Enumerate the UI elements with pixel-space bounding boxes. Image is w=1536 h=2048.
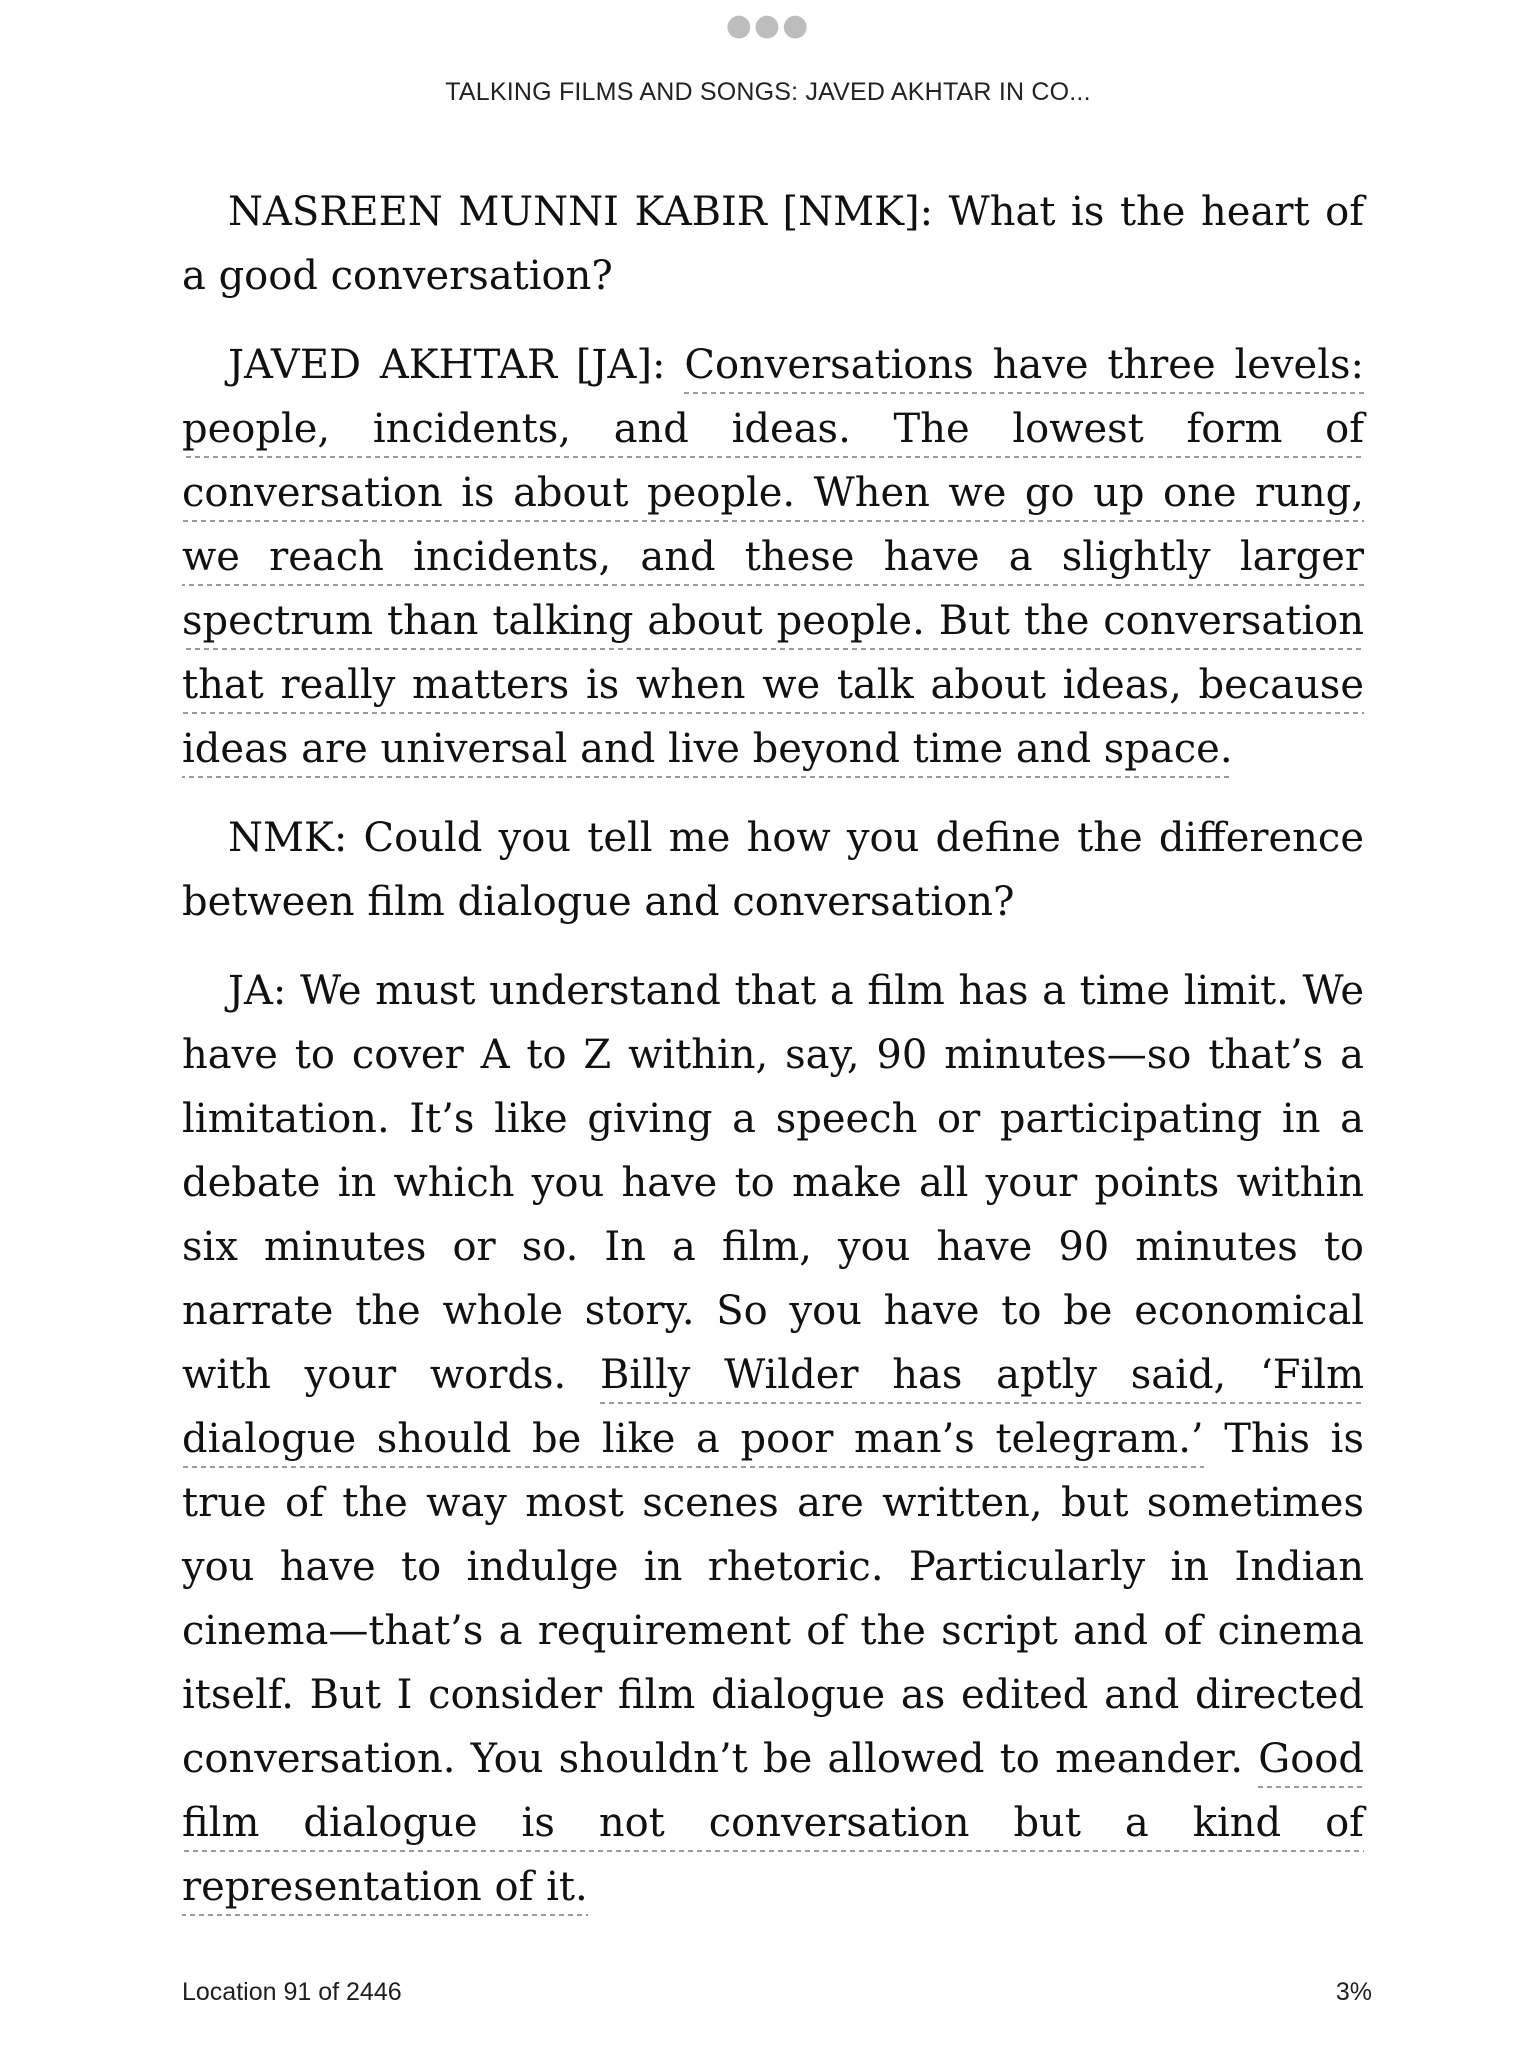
highlight-passage[interactable]: Conversations have three levels: people, incidents, and ideas. The lowest form of conversation is about people. When we go up one rung, we reach incidents, and these have a slightly larger spectrum than talking about people. But the conversation that really matters is when we talk about ideas, because ideas are universal and live beyond time and space. xyxy=(182,342,1364,778)
paragraph-4 xyxy=(182,959,1364,1919)
paragraph-text: JA: We must understand that a film has a time limit. We have to cover A to Z within, say, 90 minutes—so that’s a limitation. It’s like giving a speech or participating in a debate in which you have to make all your points within six minutes or so. In a film, you have 90 minutes to narrate the whole story. So you have to be economical with your words. xyxy=(182,968,1364,1398)
paragraph-2 xyxy=(182,333,1364,781)
highlight-passage[interactable]: Good film dialogue is not conversation but a kind of representation of it. xyxy=(182,1736,1364,1916)
book-title: TALKING FILMS AND SONGS: JAVED AKHTAR IN CO... xyxy=(445,78,1091,106)
more-dots-icon[interactable]: ●●● xyxy=(725,8,811,43)
progress-percent: 3% xyxy=(1335,1978,1372,2006)
paragraph-3 xyxy=(182,806,1364,934)
highlight-passage[interactable]: Billy Wilder has aptly said, ‘Film dialogue should be like a poor man’s telegram.’ xyxy=(182,1352,1364,1468)
location-indicator[interactable]: Location 91 of 2446 xyxy=(182,1978,402,2006)
paragraph-text: NMK: Could you tell me how you define the difference between film dialogue and conversation? xyxy=(182,815,1364,925)
paragraph-text: JAVED AKHTAR [JA]: xyxy=(228,342,685,388)
paragraph-text: This is true of the way most scenes are written, but sometimes you have to indulge in rhetoric. Particularly in Indian cinema—that’s a requirement of the script and of cinema itself. But I consider film dialogue as edited and directed conversation. You shouldn’t be allowed to meander. xyxy=(182,1416,1364,1782)
paragraph-1 xyxy=(182,180,1364,308)
reading-content xyxy=(182,180,1364,1944)
paragraph-text: NASREEN MUNNI KABIR [NMK]: What is the heart of a good conversation? xyxy=(182,189,1364,299)
